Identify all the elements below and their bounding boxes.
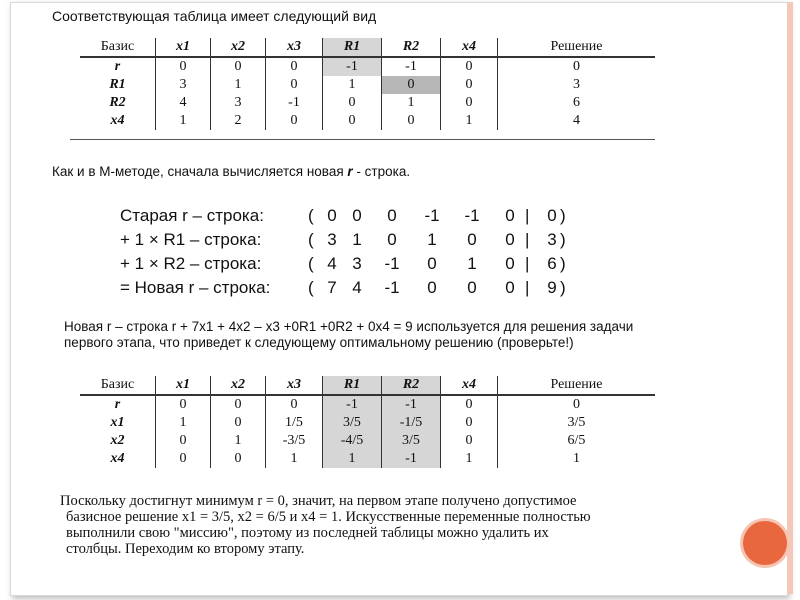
table-cell: 1: [573, 451, 580, 466]
col-header: Решение: [498, 38, 656, 57]
calc-value: -1: [384, 254, 400, 273]
calc-row-label: + 1 × R2 – строка:: [120, 254, 262, 273]
simplex-table-2: [80, 376, 655, 468]
table-cell: -3/5: [266, 432, 323, 450]
table-cell: -1: [323, 395, 382, 414]
heading: Соответствующая таблица имеет следующий вид: [52, 8, 377, 24]
table-cell: 0: [266, 112, 323, 130]
accent-bar: [787, 2, 793, 594]
col-header: x4: [441, 38, 498, 57]
table-cell: 0: [323, 112, 382, 130]
col-header: Базис: [80, 376, 156, 395]
table-cell: R1: [80, 76, 156, 94]
calc-value: 0: [427, 278, 437, 297]
table-row: [80, 112, 655, 130]
open-paren: (: [308, 278, 314, 297]
col-header: R2: [382, 376, 441, 395]
para1-r: r: [347, 164, 353, 179]
table-cell: 3: [156, 76, 211, 94]
table-cell: 0: [156, 432, 211, 450]
para3-line2: базисное решение x1 = 3/5, x2 = 6/5 и x4 = 1. Искусственные переменные полностью: [66, 509, 591, 525]
simplex-table-1: [80, 38, 655, 130]
table-cell: 1: [156, 112, 211, 130]
table-cell: x4: [80, 450, 156, 468]
table-cell: 0: [266, 395, 323, 414]
calc-value: 0: [327, 206, 337, 225]
table-cell: 0: [323, 94, 382, 112]
table-cell: 1: [211, 432, 266, 450]
table-row: [80, 76, 655, 94]
calc-value: 0: [505, 206, 515, 225]
table-cell: 2: [211, 112, 266, 130]
table-row: [80, 450, 655, 468]
table-cell: 3/5: [382, 432, 441, 450]
calc-value: 1: [467, 254, 477, 273]
table-cell: -4/5: [323, 432, 382, 450]
table-cell: 0: [266, 76, 323, 94]
para3-line4: столбцы. Переходим ко второму этапу.: [66, 541, 305, 557]
table-cell: R2: [80, 94, 156, 112]
accent-circle: [743, 521, 787, 565]
table-cell: -1: [266, 94, 323, 112]
table-cell: x1: [80, 414, 156, 432]
table-cell: 1/5: [266, 414, 323, 432]
table-cell: 1: [156, 414, 211, 432]
separator-bar: |: [525, 230, 530, 249]
table-cell: 0: [156, 57, 211, 76]
table-cell: 0: [441, 432, 498, 450]
close-paren: ): [560, 206, 566, 225]
table-cell: -1: [382, 57, 441, 76]
para1-text-before: Как и в М-методе, сначала вычисляется новая: [52, 164, 348, 179]
calc-value: 1: [352, 230, 362, 249]
table-row: [80, 57, 655, 76]
table-cell: 0: [573, 397, 580, 412]
calc-value: 6: [547, 254, 557, 273]
col-header: Базис: [80, 38, 156, 57]
table-cell: 0: [211, 57, 266, 76]
table-cell: -1: [382, 450, 441, 468]
calc-value: 0: [387, 206, 397, 225]
table-header: [80, 376, 655, 395]
para3-line1: Поскольку достигнут минимум r = 0, значит, на первом этапе получено допустимое: [60, 493, 577, 509]
table-row: [80, 432, 655, 450]
open-paren: (: [308, 206, 314, 225]
calc-value: 3: [327, 230, 337, 249]
table-header: [80, 38, 655, 57]
separator-bar: |: [525, 206, 530, 225]
table-cell: 0: [441, 76, 498, 94]
col-header: x1: [156, 38, 211, 57]
calc-value: 7: [327, 278, 337, 297]
col-header: x2: [211, 38, 266, 57]
col-header: x3: [266, 38, 323, 57]
table-bottom-rule: [70, 139, 655, 140]
paragraph-3: [60, 493, 591, 557]
col-header: R2: [382, 38, 441, 57]
table-cell: 1: [323, 450, 382, 468]
calc-value: -1: [464, 206, 480, 225]
table-cell: 0: [441, 94, 498, 112]
calc-value: 9: [547, 278, 557, 297]
calc-row-label: + 1 × R1 – строка:: [120, 230, 262, 249]
table-cell: 6/5: [567, 433, 586, 448]
calc-value: 0: [427, 254, 437, 273]
calc-value: 3: [547, 230, 557, 249]
table-cell: -1: [323, 57, 382, 76]
table-cell: 0: [573, 59, 580, 74]
close-paren: ): [560, 278, 566, 297]
table-cell: 0: [441, 414, 498, 432]
table-cell: 1: [382, 94, 441, 112]
table-cell: 1: [441, 112, 498, 130]
calc-value: 0: [352, 206, 362, 225]
col-header: x2: [211, 376, 266, 395]
close-paren: ): [560, 254, 566, 273]
table-cell: r: [80, 395, 156, 414]
table-cell: 0: [156, 450, 211, 468]
calc-value: 0: [467, 278, 477, 297]
calc-value: 0: [505, 254, 515, 273]
calc-value: 0: [505, 230, 515, 249]
calc-value: 3: [352, 254, 362, 273]
table-cell: 4: [156, 94, 211, 112]
para3-line3: выполнили свою "миссию", поэтому из последней таблицы можно удалить их: [66, 525, 549, 541]
table-cell: x4: [80, 112, 156, 130]
paragraph-2: [64, 319, 633, 351]
table-cell: 1: [211, 76, 266, 94]
separator-bar: |: [525, 278, 530, 297]
calc-value: 0: [505, 278, 515, 297]
table-cell: 0: [382, 112, 441, 130]
table-row: [80, 414, 655, 432]
table-cell: 6: [573, 95, 580, 110]
col-header: R1: [323, 38, 382, 57]
table-cell: 0: [211, 450, 266, 468]
calc-row-label: = Новая r – строка:: [120, 278, 271, 297]
calc-value: 4: [352, 278, 362, 297]
table-cell: 0: [211, 414, 266, 432]
table-cell: 3: [211, 94, 266, 112]
calc-row-label: Старая r – строка:: [120, 206, 264, 225]
table-row: [80, 395, 655, 414]
calc-value: 0: [387, 230, 397, 249]
table-cell: 3/5: [567, 415, 586, 430]
table-cell: 0: [266, 57, 323, 76]
table-cell: x2: [80, 432, 156, 450]
para1-text-after: - строка.: [352, 164, 411, 179]
para2-line1: Новая r – строка r + 7x1 + 4x2 – x3 +0R1 +0R2 + 0x4 = 9 используется для решения задачи: [64, 319, 634, 334]
table-cell: 0: [156, 395, 211, 414]
table-cell: 0: [211, 395, 266, 414]
calc-value: -1: [384, 278, 400, 297]
para2-line2: первого этапа, что приведет к следующему оптимальному решению (проверьте!): [64, 335, 574, 350]
col-header: x4: [441, 376, 498, 395]
open-paren: (: [308, 254, 314, 273]
table-cell: 3: [573, 77, 580, 92]
table-cell: 1: [441, 450, 498, 468]
separator-bar: |: [525, 254, 530, 273]
paragraph-1: [52, 164, 410, 180]
calc-value: 0: [547, 206, 557, 225]
table-cell: -1/5: [382, 414, 441, 432]
open-paren: (: [308, 230, 314, 249]
table-cell: -1: [382, 395, 441, 414]
calc-value: -1: [424, 206, 440, 225]
table-cell: 0: [382, 76, 441, 94]
col-header: x1: [156, 376, 211, 395]
table-cell: 3/5: [323, 414, 382, 432]
table-row: [80, 94, 655, 112]
table-cell: 4: [573, 113, 580, 128]
col-header: x3: [266, 376, 323, 395]
table-cell: 1: [323, 76, 382, 94]
col-header: Решение: [498, 376, 656, 395]
close-paren: ): [560, 230, 566, 249]
table-cell: 0: [441, 395, 498, 414]
calc-value: 1: [427, 230, 437, 249]
calc-value: 0: [467, 230, 477, 249]
table-cell: 0: [441, 57, 498, 76]
calc-value: 4: [327, 254, 337, 273]
table-cell: 1: [266, 450, 323, 468]
col-header: R1: [323, 376, 382, 395]
table-cell: r: [80, 57, 156, 76]
